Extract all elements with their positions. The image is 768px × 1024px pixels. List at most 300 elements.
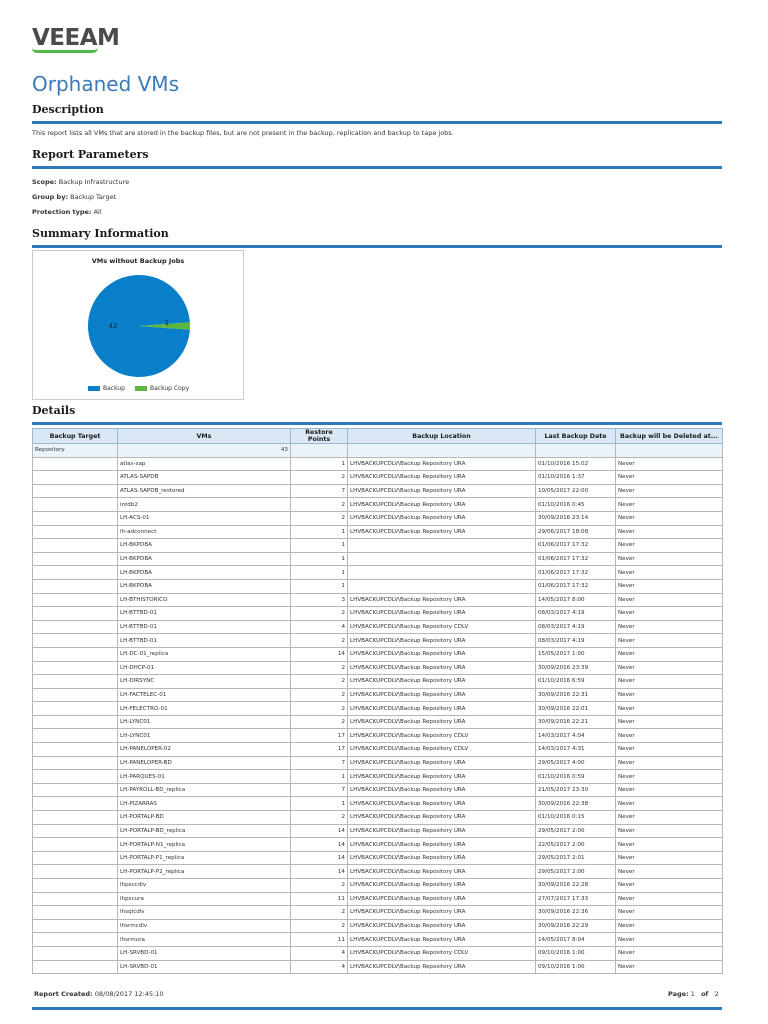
table-row	[33, 593, 723, 607]
backup-target-cell	[33, 688, 118, 702]
section-divider	[32, 422, 722, 425]
scope-param	[32, 178, 722, 186]
vm-name-cell: LH-BKPDBA	[118, 579, 291, 593]
vm-name-cell: LH-PANELOPER-02	[118, 743, 291, 757]
deletion-date-cell: Never	[616, 756, 723, 770]
page-title: Orphaned VMs	[32, 72, 179, 96]
chart-title: VMs without Backup Jobs	[91, 257, 185, 265]
vm-name-cell: LH-SRVBD-01	[118, 946, 291, 960]
last-backup-date-cell: 30/09/2016 22:38	[536, 797, 616, 811]
deletion-date-cell: Never	[616, 566, 723, 580]
deletion-date-cell: Never	[616, 865, 723, 879]
last-backup-date-cell: 08/03/2017 4:19	[536, 607, 616, 621]
legend-item-backup-copy	[135, 385, 189, 392]
legend-label-backup: Backup	[103, 385, 125, 392]
backup-target-cell	[33, 715, 118, 729]
deletion-date-cell: Never	[616, 811, 723, 825]
vm-name-cell: LH-PORTALP-BD_replica	[118, 824, 291, 838]
vm-name-cell: LH-PORTALP-P2_replica	[118, 865, 291, 879]
deletion-date-cell: Never	[616, 960, 723, 974]
protection-type-label: Protection type:	[32, 208, 92, 216]
restore-points-cell: 1	[291, 539, 348, 553]
column-header: Backup will be Deleted at...	[616, 429, 723, 444]
backup-location-cell: LHVBACKUPCDLV\Backup Repository CDLV	[348, 946, 536, 960]
restore-points-cell: 2	[291, 661, 348, 675]
last-backup-date-cell: 30/09/2016 22:36	[536, 906, 616, 920]
summary-heading: Summary Information	[32, 227, 169, 240]
vm-name-cell: atlas-sap	[118, 457, 291, 471]
restore-points-cell: 2	[291, 498, 348, 512]
backup-target-cell	[33, 892, 118, 906]
column-header: Last Backup Date	[536, 429, 616, 444]
vm-name-cell: LH-PAYROLL-BD_replica	[118, 783, 291, 797]
deletion-date-cell: Never	[616, 593, 723, 607]
last-backup-date-cell: 27/07/2017 17:33	[536, 892, 616, 906]
vm-name-cell: lhsrmcdlv	[118, 919, 291, 933]
restore-points-cell: 7	[291, 484, 348, 498]
backup-location-cell: LHVBACKUPCDLV\Backup Repository URA	[348, 756, 536, 770]
backup-target-cell	[33, 525, 118, 539]
table-header-row	[33, 429, 723, 444]
report-created	[34, 990, 163, 998]
backup-target-cell	[33, 783, 118, 797]
last-backup-date-cell: 30/09/2016 23:39	[536, 661, 616, 675]
restore-points-cell: 2	[291, 919, 348, 933]
vm-name-cell: LH-FACTELEC-01	[118, 688, 291, 702]
table-row	[33, 811, 723, 825]
table-row	[33, 579, 723, 593]
column-header: Restore Points	[291, 429, 348, 444]
last-backup-date-cell: 30/09/2016 22:01	[536, 702, 616, 716]
backup-target-cell	[33, 933, 118, 947]
backup-target-cell	[33, 484, 118, 498]
last-backup-date-cell: 01/06/2017 17:32	[536, 579, 616, 593]
deletion-date-cell: Never	[616, 457, 723, 471]
details-section	[32, 404, 722, 425]
legend-swatch-backup-copy	[135, 386, 147, 391]
backup-location-cell: LHVBACKUPCDLV\Backup Repository URA	[348, 498, 536, 512]
backup-location-cell: LHVBACKUPCDLV\Backup Repository URA	[348, 783, 536, 797]
backup-location-cell: LHVBACKUPCDLV\Backup Repository URA	[348, 960, 536, 974]
last-backup-date-cell: 21/05/2017 23:30	[536, 783, 616, 797]
backup-target-cell	[33, 647, 118, 661]
chart-legend	[88, 385, 189, 392]
logo-text: VEEAM	[32, 25, 120, 51]
deletion-date-cell: Never	[616, 783, 723, 797]
description-text: This report lists all VMs that are stored in the backup files, but are not present in the backup, replication and backup to tape jobs.	[32, 129, 454, 137]
backup-location-cell: LHVBACKUPCDLV\Backup Repository URA	[348, 511, 536, 525]
group-by-param	[32, 193, 722, 201]
vm-name-cell: LH-LYNC01	[118, 715, 291, 729]
restore-points-cell: 1	[291, 579, 348, 593]
backup-target-cell	[33, 539, 118, 553]
backup-location-cell: LHVBACKUPCDLV\Backup Repository URA	[348, 702, 536, 716]
deletion-date-cell: Never	[616, 797, 723, 811]
last-backup-date-cell: 10/05/2017 22:00	[536, 484, 616, 498]
logo-swoosh	[32, 48, 98, 53]
backup-target-cell	[33, 824, 118, 838]
vm-name-cell: LH-BTTBD-01	[118, 634, 291, 648]
deletion-date-cell: Never	[616, 770, 723, 784]
table-row	[33, 511, 723, 525]
deletion-date-cell: Never	[616, 620, 723, 634]
last-backup-date-cell: 08/03/2017 4:19	[536, 620, 616, 634]
backup-target-cell	[33, 661, 118, 675]
vm-name-cell: LH-LYNC01	[118, 729, 291, 743]
restore-points-cell: 7	[291, 756, 348, 770]
last-backup-date-cell: 09/10/2016 1:00	[536, 946, 616, 960]
data-label-backup-copy: 1	[164, 319, 170, 327]
restore-points-cell: 1	[291, 457, 348, 471]
vm-name-cell: LH-ACS-01	[118, 511, 291, 525]
group-count: 43	[118, 444, 291, 458]
backup-location-cell: LHVBACKUPCDLV\Backup Repository URA	[348, 471, 536, 485]
last-backup-date-cell: 22/05/2017 2:00	[536, 838, 616, 852]
legend-label-backup-copy: Backup Copy	[150, 385, 190, 392]
summary-section	[32, 227, 722, 248]
deletion-date-cell: Never	[616, 647, 723, 661]
deletion-date-cell: Never	[616, 879, 723, 893]
group-by-label: Group by:	[32, 193, 69, 201]
scope-label: Scope:	[32, 178, 57, 186]
vm-name-cell: LH-SRVBD-01	[118, 960, 291, 974]
backup-target-cell	[33, 946, 118, 960]
backup-location-cell: LHVBACKUPCDLV\Backup Repository URA	[348, 838, 536, 852]
backup-location-cell: LHVBACKUPCDLV\Backup Repository URA	[348, 715, 536, 729]
table-row	[33, 675, 723, 689]
page-of-label: of	[701, 990, 709, 998]
backup-location-cell: LHVBACKUPCDLV\Backup Repository URA	[348, 824, 536, 838]
last-backup-date-cell: 29/05/2017 2:00	[536, 824, 616, 838]
deletion-date-cell: Never	[616, 634, 723, 648]
vm-name-cell: LH-PORTALP-P1_replica	[118, 851, 291, 865]
last-backup-date-cell: 15/05/2017 1:00	[536, 647, 616, 661]
group-row	[33, 444, 723, 458]
backup-location-cell: LHVBACKUPCDLV\Backup Repository URA	[348, 919, 536, 933]
group-label: Repository	[33, 444, 118, 458]
table-row	[33, 525, 723, 539]
restore-points-cell: 3	[291, 593, 348, 607]
group-by-value: Backup Target	[70, 193, 117, 201]
backup-location-cell: LHVBACKUPCDLV\Backup Repository URA	[348, 607, 536, 621]
restore-points-cell: 1	[291, 525, 348, 539]
protection-type-value: All	[93, 208, 102, 216]
restore-points-cell: 2	[291, 715, 348, 729]
table-row	[33, 879, 723, 893]
page-total: 2	[714, 990, 719, 998]
deletion-date-cell: Never	[616, 743, 723, 757]
column-header: Backup Location	[348, 429, 536, 444]
backup-target-cell	[33, 865, 118, 879]
last-backup-date-cell: 30/09/2016 22:29	[536, 919, 616, 933]
table-row	[33, 838, 723, 852]
legend-swatch-backup	[88, 386, 100, 391]
table-row	[33, 824, 723, 838]
restore-points-cell: 7	[291, 783, 348, 797]
table-row	[33, 539, 723, 553]
details-table	[32, 428, 723, 974]
backup-target-cell	[33, 906, 118, 920]
restore-points-cell: 17	[291, 743, 348, 757]
restore-points-cell: 2	[291, 702, 348, 716]
table-row	[33, 471, 723, 485]
column-header: Backup Target	[33, 429, 118, 444]
protection-type-param	[32, 208, 722, 216]
backup-location-cell: LHVBACKUPCDLV\Backup Repository CDLV	[348, 620, 536, 634]
vm-name-cell: LH-DHCP-01	[118, 661, 291, 675]
deletion-date-cell: Never	[616, 511, 723, 525]
backup-location-cell: LHVBACKUPCDLV\Backup Repository URA	[348, 865, 536, 879]
restore-points-cell: 2	[291, 811, 348, 825]
restore-points-cell: 11	[291, 892, 348, 906]
backup-target-cell	[33, 729, 118, 743]
backup-location-cell	[348, 552, 536, 566]
table-row	[33, 620, 723, 634]
last-backup-date-cell: 09/10/2016 1:00	[536, 960, 616, 974]
backup-target-cell	[33, 498, 118, 512]
deletion-date-cell: Never	[616, 661, 723, 675]
data-label-backup: 42	[108, 322, 118, 330]
last-backup-date-cell: 30/09/2016 22:28	[536, 879, 616, 893]
restore-points-cell: 17	[291, 729, 348, 743]
vm-name-cell: LH-PARQUES-01	[118, 770, 291, 784]
deletion-date-cell: Never	[616, 552, 723, 566]
vm-name-cell: ATLAS-SAPDB_restored	[118, 484, 291, 498]
restore-points-cell: 1	[291, 566, 348, 580]
last-backup-date-cell: 14/05/2017 8:04	[536, 933, 616, 947]
backup-target-cell	[33, 838, 118, 852]
last-backup-date-cell: 29/05/2017 2:01	[536, 851, 616, 865]
backup-target-cell	[33, 770, 118, 784]
vm-name-cell: intdb2	[118, 498, 291, 512]
last-backup-date-cell: 29/06/2017 18:08	[536, 525, 616, 539]
table-row	[33, 634, 723, 648]
table-row	[33, 892, 723, 906]
table-row	[33, 484, 723, 498]
deletion-date-cell: Never	[616, 539, 723, 553]
table-row	[33, 946, 723, 960]
table-row	[33, 933, 723, 947]
vm-name-cell: lhsqlcdlv	[118, 906, 291, 920]
restore-points-cell: 2	[291, 675, 348, 689]
restore-points-cell: 2	[291, 471, 348, 485]
deletion-date-cell: Never	[616, 579, 723, 593]
vm-name-cell: LH-DIRSYNC	[118, 675, 291, 689]
backup-target-cell	[33, 811, 118, 825]
backup-location-cell: LHVBACKUPCDLV\Backup Repository CDLV	[348, 743, 536, 757]
backup-location-cell: LHVBACKUPCDLV\Backup Repository URA	[348, 797, 536, 811]
table-row	[33, 566, 723, 580]
backup-location-cell	[348, 539, 536, 553]
restore-points-cell: 11	[291, 933, 348, 947]
last-backup-date-cell: 01/10/2016 0:15	[536, 811, 616, 825]
vm-name-cell: lhsrmura	[118, 933, 291, 947]
deletion-date-cell: Never	[616, 484, 723, 498]
backup-location-cell: LHVBACKUPCDLV\Backup Repository URA	[348, 879, 536, 893]
table-row	[33, 661, 723, 675]
backup-location-cell: LHVBACKUPCDLV\Backup Repository URA	[348, 906, 536, 920]
table-row	[33, 919, 723, 933]
last-backup-date-cell: 01/06/2017 17:32	[536, 566, 616, 580]
footer-divider	[32, 1007, 722, 1010]
column-header: VMs	[118, 429, 291, 444]
backup-target-cell	[33, 756, 118, 770]
deletion-date-cell: Never	[616, 906, 723, 920]
backup-location-cell: LHVBACKUPCDLV\Backup Repository CDLV	[348, 729, 536, 743]
deletion-date-cell: Never	[616, 851, 723, 865]
backup-location-cell: LHVBACKUPCDLV\Backup Repository URA	[348, 647, 536, 661]
last-backup-date-cell: 01/10/2016 0:59	[536, 770, 616, 784]
backup-target-cell	[33, 511, 118, 525]
restore-points-cell: 1	[291, 797, 348, 811]
vm-name-cell: LH-PORTALP-BD	[118, 811, 291, 825]
vm-name-cell: lhpsccdlv	[118, 879, 291, 893]
vm-name-cell: LH-PORTALP-N1_replica	[118, 838, 291, 852]
last-backup-date-cell: 30/09/2016 23:14	[536, 511, 616, 525]
backup-target-cell	[33, 579, 118, 593]
last-backup-date-cell: 01/06/2017 17:32	[536, 552, 616, 566]
restore-points-cell: 2	[291, 607, 348, 621]
restore-points-cell: 2	[291, 688, 348, 702]
backup-location-cell: LHVBACKUPCDLV\Backup Repository URA	[348, 634, 536, 648]
backup-location-cell: LHVBACKUPCDLV\Backup Repository URA	[348, 811, 536, 825]
vm-name-cell: lhpscura	[118, 892, 291, 906]
backup-target-cell	[33, 593, 118, 607]
report-created-label: Report Created:	[34, 990, 93, 998]
backup-target-cell	[33, 797, 118, 811]
vm-name-cell: LH-FELECTRO-01	[118, 702, 291, 716]
vm-name-cell: LH-PANELOPER-BD	[118, 756, 291, 770]
restore-points-cell: 2	[291, 879, 348, 893]
table-row	[33, 729, 723, 743]
vm-name-cell: LH-BKPDBA	[118, 539, 291, 553]
restore-points-cell: 14	[291, 838, 348, 852]
backup-location-cell	[348, 566, 536, 580]
backup-target-cell	[33, 607, 118, 621]
scope-value: Backup Infrastructure	[58, 178, 130, 186]
backup-location-cell: LHVBACKUPCDLV\Backup Repository URA	[348, 851, 536, 865]
page-label: Page:	[668, 990, 689, 998]
restore-points-cell: 1	[291, 770, 348, 784]
legend-item-backup	[88, 385, 125, 392]
backup-target-cell	[33, 552, 118, 566]
restore-points-cell: 14	[291, 865, 348, 879]
deletion-date-cell: Never	[616, 729, 723, 743]
table-row	[33, 607, 723, 621]
table-row	[33, 457, 723, 471]
backup-location-cell: LHVBACKUPCDLV\Backup Repository URA	[348, 688, 536, 702]
last-backup-date-cell: 30/09/2016 22:31	[536, 688, 616, 702]
description-section	[32, 103, 722, 137]
details-heading: Details	[32, 404, 76, 417]
deletion-date-cell: Never	[616, 715, 723, 729]
backup-target-cell	[33, 620, 118, 634]
vm-name-cell: LH-BTTBD-01	[118, 620, 291, 634]
backup-target-cell	[33, 919, 118, 933]
backup-location-cell: LHVBACKUPCDLV\Backup Repository URA	[348, 525, 536, 539]
table-row	[33, 783, 723, 797]
report-parameters-section	[32, 148, 722, 216]
restore-points-cell: 1	[291, 552, 348, 566]
last-backup-date-cell: 01/10/2016 1:37	[536, 471, 616, 485]
vm-name-cell: LH-BKPDBA	[118, 566, 291, 580]
table-row	[33, 906, 723, 920]
deletion-date-cell: Never	[616, 498, 723, 512]
vm-name-cell: ATLAS-SAPDB	[118, 471, 291, 485]
vm-name-cell: LH-BTTBD-01	[118, 607, 291, 621]
page-indicator	[668, 990, 719, 998]
backup-location-cell: LHVBACKUPCDLV\Backup Repository URA	[348, 675, 536, 689]
last-backup-date-cell: 14/05/2017 8:00	[536, 593, 616, 607]
vm-name-cell: lh-adconnect	[118, 525, 291, 539]
deletion-date-cell: Never	[616, 688, 723, 702]
vm-name-cell: LH-BKPDBA	[118, 552, 291, 566]
restore-points-cell: 4	[291, 620, 348, 634]
backup-location-cell	[348, 579, 536, 593]
deletion-date-cell: Never	[616, 838, 723, 852]
backup-target-cell	[33, 743, 118, 757]
backup-location-cell: LHVBACKUPCDLV\Backup Repository URA	[348, 457, 536, 471]
restore-points-cell: 4	[291, 960, 348, 974]
vm-name-cell: LH-PIZARRAS	[118, 797, 291, 811]
deletion-date-cell: Never	[616, 471, 723, 485]
backup-target-cell	[33, 675, 118, 689]
table-row	[33, 851, 723, 865]
backup-target-cell	[33, 566, 118, 580]
last-backup-date-cell: 14/03/2017 4:31	[536, 743, 616, 757]
last-backup-date-cell: 01/10/2016 0:45	[536, 498, 616, 512]
backup-location-cell: LHVBACKUPCDLV\Backup Repository URA	[348, 661, 536, 675]
backup-location-cell: LHVBACKUPCDLV\Backup Repository URA	[348, 484, 536, 498]
restore-points-cell: 14	[291, 824, 348, 838]
restore-points-cell: 14	[291, 647, 348, 661]
last-backup-date-cell: 01/06/2017 17:32	[536, 539, 616, 553]
pie-chart	[33, 251, 245, 401]
backup-target-cell	[33, 457, 118, 471]
table-row	[33, 756, 723, 770]
deletion-date-cell: Never	[616, 607, 723, 621]
table-row	[33, 865, 723, 879]
last-backup-date-cell: 14/03/2017 4:04	[536, 729, 616, 743]
table-row	[33, 743, 723, 757]
section-divider	[32, 166, 722, 169]
table-row	[33, 498, 723, 512]
backup-target-cell	[33, 702, 118, 716]
vm-name-cell: LH-BTHISTORICO	[118, 593, 291, 607]
table-row	[33, 647, 723, 661]
deletion-date-cell: Never	[616, 933, 723, 947]
restore-points-cell: 14	[291, 851, 348, 865]
table-row	[33, 770, 723, 784]
table-row	[33, 797, 723, 811]
table-row	[33, 688, 723, 702]
deletion-date-cell: Never	[616, 525, 723, 539]
vm-name-cell: LH-DC-01_replica	[118, 647, 291, 661]
veeam-logo	[32, 22, 119, 50]
report-parameters-heading: Report Parameters	[32, 148, 149, 161]
table-row	[33, 960, 723, 974]
backup-target-cell	[33, 634, 118, 648]
backup-target-cell	[33, 879, 118, 893]
backup-location-cell: LHVBACKUPCDLV\Backup Repository URA	[348, 593, 536, 607]
table-row	[33, 715, 723, 729]
deletion-date-cell: Never	[616, 892, 723, 906]
last-backup-date-cell: 08/03/2017 4:19	[536, 634, 616, 648]
backup-location-cell: LHVBACKUPCDLV\Backup Repository URA	[348, 892, 536, 906]
table-row	[33, 552, 723, 566]
restore-points-cell: 2	[291, 511, 348, 525]
deletion-date-cell: Never	[616, 946, 723, 960]
